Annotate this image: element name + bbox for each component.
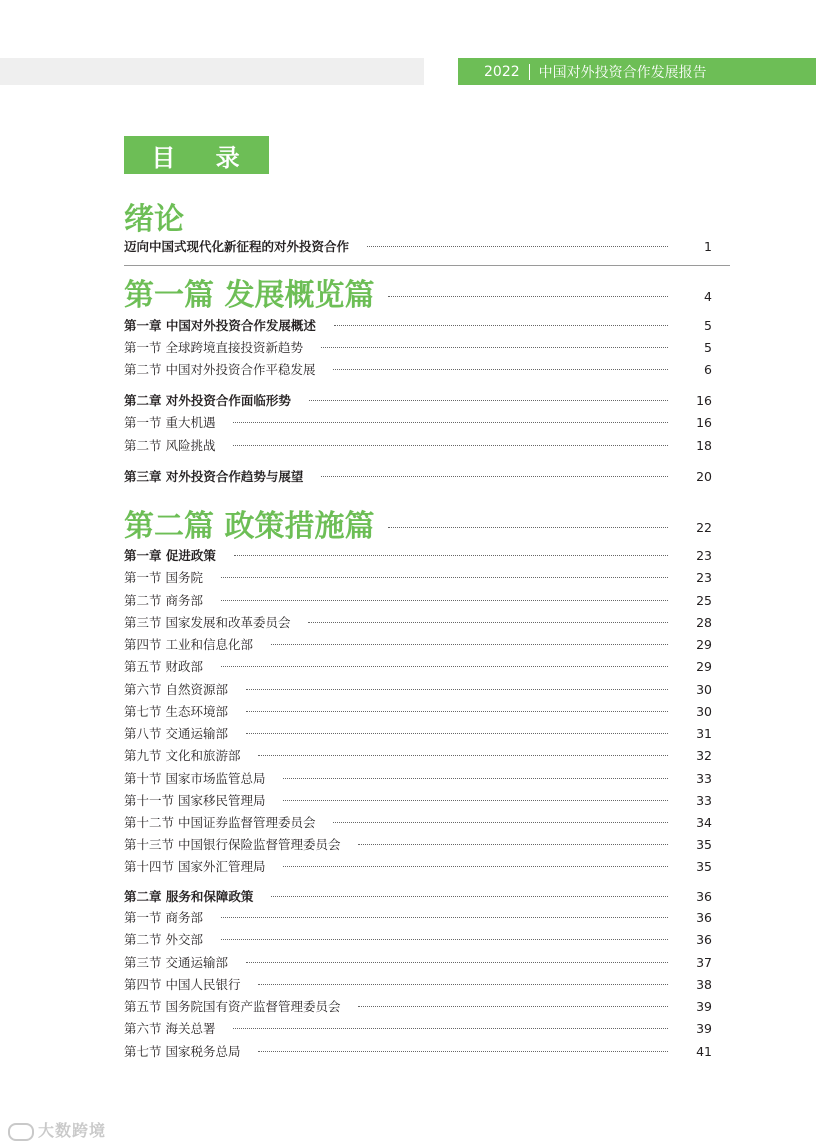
toc-section-entry[interactable] — [124, 337, 712, 357]
toc-entry-label: 第二节 风险挑战 — [124, 438, 216, 453]
part1-heading: 第一篇 发展概览篇 — [124, 278, 375, 313]
dot-leader — [246, 689, 668, 690]
toc-entry-page: 20 — [696, 468, 712, 484]
toc-section-entry[interactable] — [124, 856, 712, 876]
toc-entry-page: 31 — [696, 725, 712, 741]
toc-section-entry[interactable] — [124, 590, 712, 610]
toc-entry-page: 1 — [704, 238, 712, 254]
part2-heading-row[interactable] — [124, 503, 712, 543]
toc-entry-page: 23 — [696, 569, 712, 585]
toc-entry-label: 第一节 重大机遇 — [124, 415, 216, 430]
part1-heading-row[interactable] — [124, 272, 712, 312]
toc-entry-label: 第四节 中国人民银行 — [124, 977, 241, 992]
toc-entry-label: 第七节 国家税务总局 — [124, 1044, 241, 1059]
toc-entry-page: 38 — [696, 976, 712, 992]
toc-entry-label: 第二节 商务部 — [124, 593, 203, 608]
toc-entry-page: 28 — [696, 614, 712, 630]
dot-leader — [367, 246, 668, 247]
toc-entry-label: 第三章 对外投资合作趋势与展望 — [124, 469, 304, 484]
toc-entry-page: 16 — [696, 414, 712, 430]
toc-entry-page: 39 — [696, 998, 712, 1014]
dot-leader — [258, 1051, 668, 1052]
toc-entry-page: 41 — [696, 1043, 712, 1059]
toc-entry-label: 第五节 财政部 — [124, 659, 203, 674]
toc-entry-label: 第十四节 国家外汇管理局 — [124, 859, 266, 874]
dot-leader — [221, 939, 668, 940]
toc-entry-page: 36 — [696, 909, 712, 925]
toc-section-entry[interactable] — [124, 701, 712, 721]
dot-leader — [333, 369, 668, 370]
toc-entry-label: 第四节 工业和信息化部 — [124, 637, 253, 652]
dot-leader — [221, 577, 668, 578]
toc-chapter-entry[interactable] — [124, 545, 712, 565]
dot-leader — [283, 778, 668, 779]
dot-leader — [221, 917, 668, 918]
watermark-text: 大数跨境 — [38, 1121, 107, 1140]
header-gray-band — [0, 58, 424, 85]
toc-section-entry[interactable] — [124, 929, 712, 949]
toc-section-entry[interactable] — [124, 656, 712, 676]
dot-leader — [321, 347, 668, 348]
header-year: 2022 — [484, 63, 520, 80]
intro-heading: 绪论 — [124, 202, 184, 237]
dot-leader — [246, 733, 668, 734]
toc-section-entry[interactable] — [124, 952, 712, 972]
dot-leader — [358, 1006, 668, 1007]
toc-entry-page: 33 — [696, 792, 712, 808]
toc-entry-label: 第七节 生态环境部 — [124, 704, 228, 719]
toc-section-entry[interactable] — [124, 1041, 712, 1061]
toc-section-entry[interactable] — [124, 1018, 712, 1038]
toc-section-entry[interactable] — [124, 412, 712, 432]
toc-entry-page: 29 — [696, 636, 712, 652]
toc-section-entry[interactable] — [124, 768, 712, 788]
toc-entry-page: 36 — [696, 931, 712, 947]
toc-entry-label: 第一节 全球跨境直接投资新趋势 — [124, 340, 303, 355]
dot-leader — [233, 1028, 668, 1029]
toc-entry-page: 30 — [696, 703, 712, 719]
toc-entry-label: 第十三节 中国银行保险监督管理委员会 — [124, 837, 341, 852]
dot-leader — [246, 962, 668, 963]
toc-entry-label: 第二章 对外投资合作面临形势 — [124, 393, 291, 408]
toc-section-entry[interactable] — [124, 996, 712, 1016]
dot-leader — [388, 296, 668, 297]
toc-entry-label: 第十二节 中国证券监督管理委员会 — [124, 815, 316, 830]
toc-section-entry[interactable] — [124, 679, 712, 699]
dot-leader — [271, 644, 668, 645]
toc-section-entry[interactable] — [124, 634, 712, 654]
toc-chapter-entry[interactable] — [124, 466, 712, 486]
toc-entry-label: 第一章 中国对外投资合作发展概述 — [124, 318, 316, 333]
toc-entry-page: 16 — [696, 392, 712, 408]
toc-entry-page: 25 — [696, 592, 712, 608]
toc-entry-page: 36 — [696, 888, 712, 904]
toc-section-entry[interactable] — [124, 834, 712, 854]
dot-leader — [283, 866, 668, 867]
toc-entry-page: 29 — [696, 658, 712, 674]
divider-line — [124, 265, 730, 266]
part2-page: 22 — [696, 519, 712, 535]
toc-entry-label: 第二节 中国对外投资合作平稳发展 — [124, 362, 316, 377]
toc-entry-label: 第二章 服务和保障政策 — [124, 889, 254, 904]
toc-entry-label: 第六节 自然资源部 — [124, 682, 228, 697]
dot-leader — [308, 622, 668, 623]
dot-leader — [221, 666, 668, 667]
toc-entry-label: 第一节 国务院 — [124, 570, 203, 585]
toc-entry-page: 35 — [696, 858, 712, 874]
dot-leader — [271, 896, 668, 897]
toc-entry-label: 第十一节 国家移民管理局 — [124, 793, 266, 808]
toc-entry-page: 5 — [704, 339, 712, 355]
toc-entry-label: 第一节 商务部 — [124, 910, 203, 925]
toc-entry-intro[interactable] — [124, 236, 712, 256]
toc-entry-page: 30 — [696, 681, 712, 697]
part2-heading: 第二篇 政策措施篇 — [124, 509, 375, 544]
toc-entry-label: 第三节 交通运输部 — [124, 955, 228, 970]
toc-entry-page: 18 — [696, 437, 712, 453]
dot-leader — [388, 527, 668, 528]
toc-entry-page: 35 — [696, 836, 712, 852]
dot-leader — [234, 555, 668, 556]
toc-section-entry[interactable] — [124, 907, 712, 927]
toc-entry-page: 6 — [704, 361, 712, 377]
dot-leader — [221, 600, 668, 601]
toc-entry-label: 第二节 外交部 — [124, 932, 203, 947]
part1-page: 4 — [704, 288, 712, 304]
header-banner — [458, 58, 816, 85]
toc-chapter-entry[interactable] — [124, 886, 712, 906]
watermark-logo-icon — [8, 1123, 34, 1141]
toc-section-entry[interactable] — [124, 359, 712, 379]
toc-title: 目 录 — [124, 136, 269, 174]
toc-entry-label: 第六节 海关总署 — [124, 1021, 216, 1036]
toc-section-entry[interactable] — [124, 974, 712, 994]
dot-leader — [233, 422, 668, 423]
toc-section-entry[interactable] — [124, 812, 712, 832]
toc-entry-page: 33 — [696, 770, 712, 786]
toc-section-entry[interactable] — [124, 790, 712, 810]
toc-section-entry[interactable] — [124, 745, 712, 765]
toc-entry-page: 5 — [704, 317, 712, 333]
dot-leader — [233, 445, 668, 446]
dot-leader — [309, 400, 668, 401]
toc-chapter-entry[interactable] — [124, 390, 712, 410]
toc-entry-page: 32 — [696, 747, 712, 763]
toc-section-entry[interactable] — [124, 612, 712, 632]
toc-section-entry[interactable] — [124, 567, 712, 587]
dot-leader — [258, 984, 668, 985]
watermark — [8, 1118, 106, 1141]
dot-leader — [321, 476, 668, 477]
toc-entry-label: 第九节 文化和旅游部 — [124, 748, 241, 763]
header-title: 中国对外投资合作发展报告 — [538, 64, 707, 81]
toc-entry-label: 第三节 国家发展和改革委员会 — [124, 615, 291, 630]
dot-leader — [333, 822, 668, 823]
toc-entry-page: 23 — [696, 547, 712, 563]
dot-leader — [246, 711, 668, 712]
toc-entry-page: 34 — [696, 814, 712, 830]
toc-entry-label: 第五节 国务院国有资产监督管理委员会 — [124, 999, 341, 1014]
dot-leader — [258, 755, 668, 756]
toc-entry-label: 第八节 交通运输部 — [124, 726, 228, 741]
dot-leader — [334, 325, 668, 326]
dot-leader — [358, 844, 668, 845]
toc-entry-label: 迈向中国式现代化新征程的对外投资合作 — [124, 239, 350, 254]
toc-entry-label: 第十节 国家市场监管总局 — [124, 771, 266, 786]
toc-entry-page: 39 — [696, 1020, 712, 1036]
toc-chapter-entry[interactable] — [124, 315, 712, 335]
dot-leader — [283, 800, 668, 801]
toc-entry-label: 第一章 促进政策 — [124, 548, 216, 563]
header-divider — [529, 64, 530, 80]
toc-section-entry[interactable] — [124, 435, 712, 455]
toc-section-entry[interactable] — [124, 723, 712, 743]
toc-entry-page: 37 — [696, 954, 712, 970]
